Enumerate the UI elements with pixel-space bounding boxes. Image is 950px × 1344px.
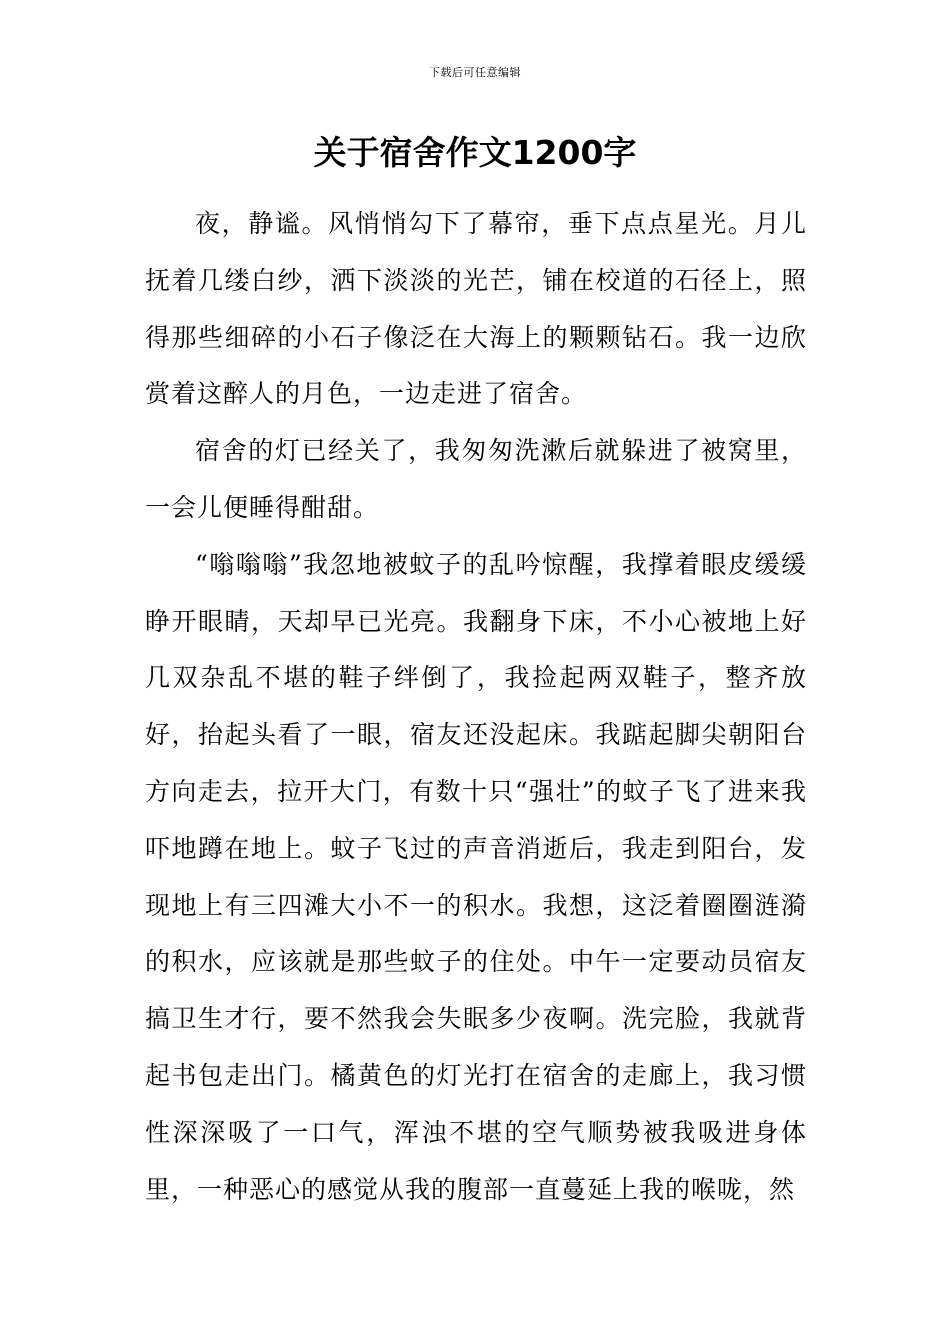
header-note: 下载后可任意编辑 [429,66,521,79]
paragraph-3: “嗡嗡嗡”我忽地被蚊子的乱吟惊醒，我撑着眼皮缓缓睁开眼睛，天却早已光亮。我翻身下床，不小心被地上好几双杂乱不堪的鞋子绊倒了，我捡起两双鞋子，整齐放好，抬起头看了一眼，宿友还没起床。我踮起脚尖朝阳台方向走去，拉开大门，有数十只“强壮”的蚊子飞了进来我吓地蹲在地上。蚊子飞过的声音消逝后，我走到阳台，发现地上有三四滩大小不一的积水。我想，这泛着圈圈涟漪的积水，应该就是那些蚊子的住处。中午一定要动员宿友搞卫生才行，要不然我会失眠多少夜啊。洗完脸，我就背起书包走出门。橘黄色的灯光打在宿舍的走廊上，我习惯性深深吸了一口气，浑浊不堪的空气顺势被我吸进身体里，一种恶心的感觉从我的腹部一直蔓延上我的喉咙，然 [145,549,807,1204]
document-title: 关于宿舍作文1200字 [313,133,637,172]
document-body [145,196,807,1218]
paragraph-2: 宿舍的灯已经关了，我匆匆洗漱后就躲进了被窝里，一会儿便睡得酣甜。 [145,436,807,522]
paragraph-1: 夜，静谧。风悄悄勾下了幕帘，垂下点点星光。月儿抚着几缕白纱，洒下淡淡的光芒，铺在校道的石径上，照得那些细碎的小石子像泛在大海上的颗颗钻石。我一边欣赏着这醉人的月色，一边走进了宿舍。 [145,209,807,409]
